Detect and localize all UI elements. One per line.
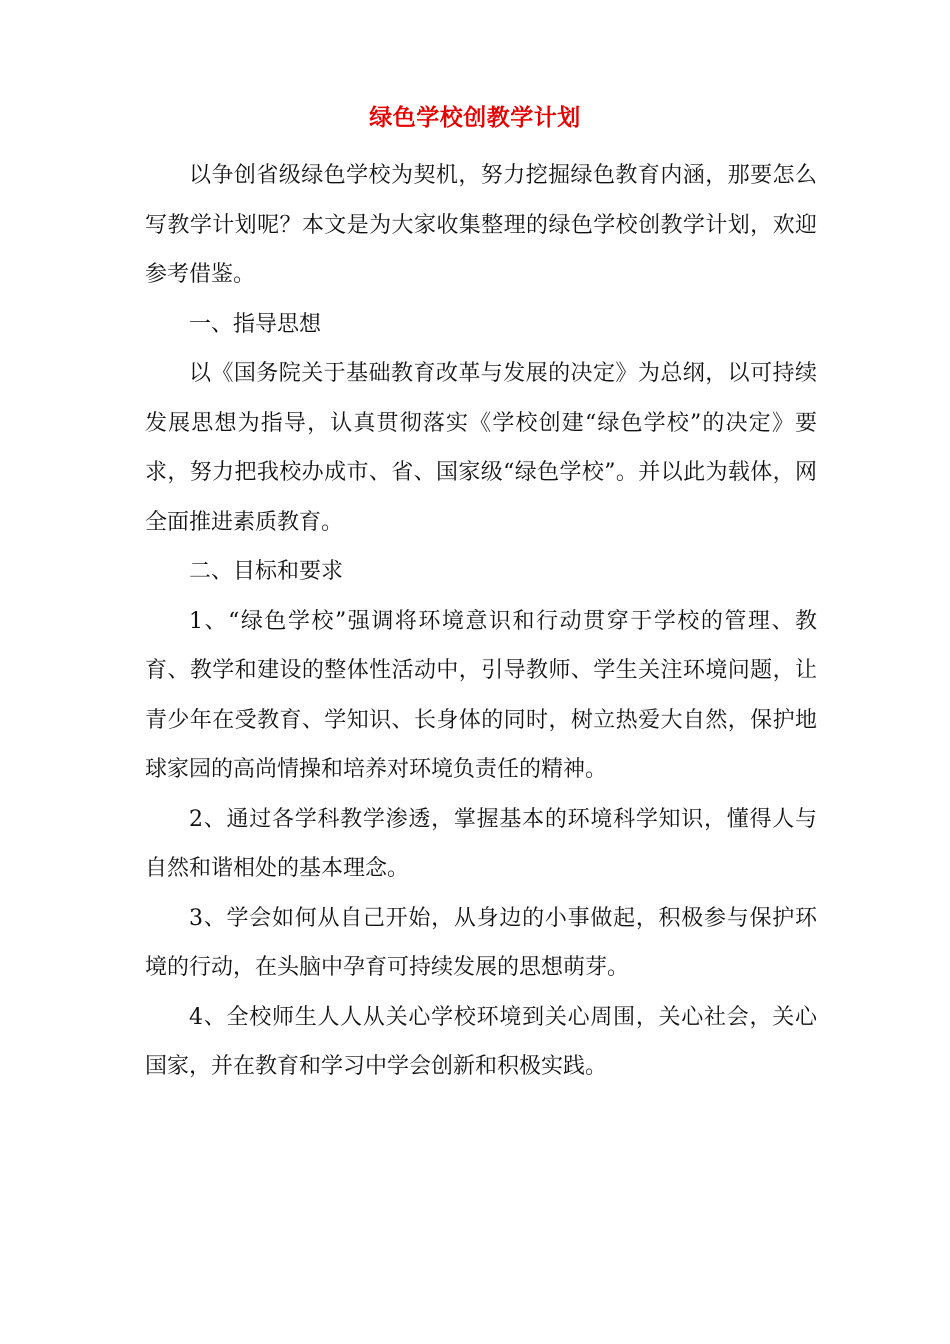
goal-item-2: 2、通过各学科教学渗透，掌握基本的环境科学知识，懂得人与自然和谐相处的基本理念。 xyxy=(145,806,817,881)
goal-item-1: 1、“绿色学校”强调将环境意识和行动贯穿于学校的管理、教育、教学和建设的整体性活动中，引导教师、学生关注环境问题，让青少年在受教育、学知识、长身体的同时，树立热爱大自然，保护地球家园的高尚情操和培养对环境负责任的精神。 xyxy=(145,608,817,782)
document-title: 绿色学校创教学计划 xyxy=(369,104,581,131)
document-body xyxy=(145,151,817,1092)
goal-item-3: 3、学会如何从自己开始，从身边的小事做起，积极参与保护环境的行动，在头脑中孕育可持续发展的思想萌芽。 xyxy=(145,905,817,980)
section-heading-goals: 二、目标和要求 xyxy=(189,559,344,584)
intro-paragraph: 以争创省级绿色学校为契机，努力挖掘绿色教育内涵，那要怎么写教学计划呢？本文是为大家收集整理的绿色学校创教学计划，欢迎参考借鉴。 xyxy=(145,163,817,287)
guiding-thought-paragraph: 以《国务院关于基础教育改革与发展的决定》为总纲，以可持续发展思想为指导，认真贯彻落实《学校创建“绿色学校”的决定》要求，努力把我校办成市、省、国家级“绿色学校”。并以此为载体，网全面推进素质教育。 xyxy=(145,361,817,535)
section-heading-guiding-thought: 一、指导思想 xyxy=(189,311,322,337)
goal-item-4: 4、全校师生人人从关心学校环境到关心周围，关心社会，关心国家，并在教育和学习中学会创新和积极实践。 xyxy=(145,1004,817,1079)
